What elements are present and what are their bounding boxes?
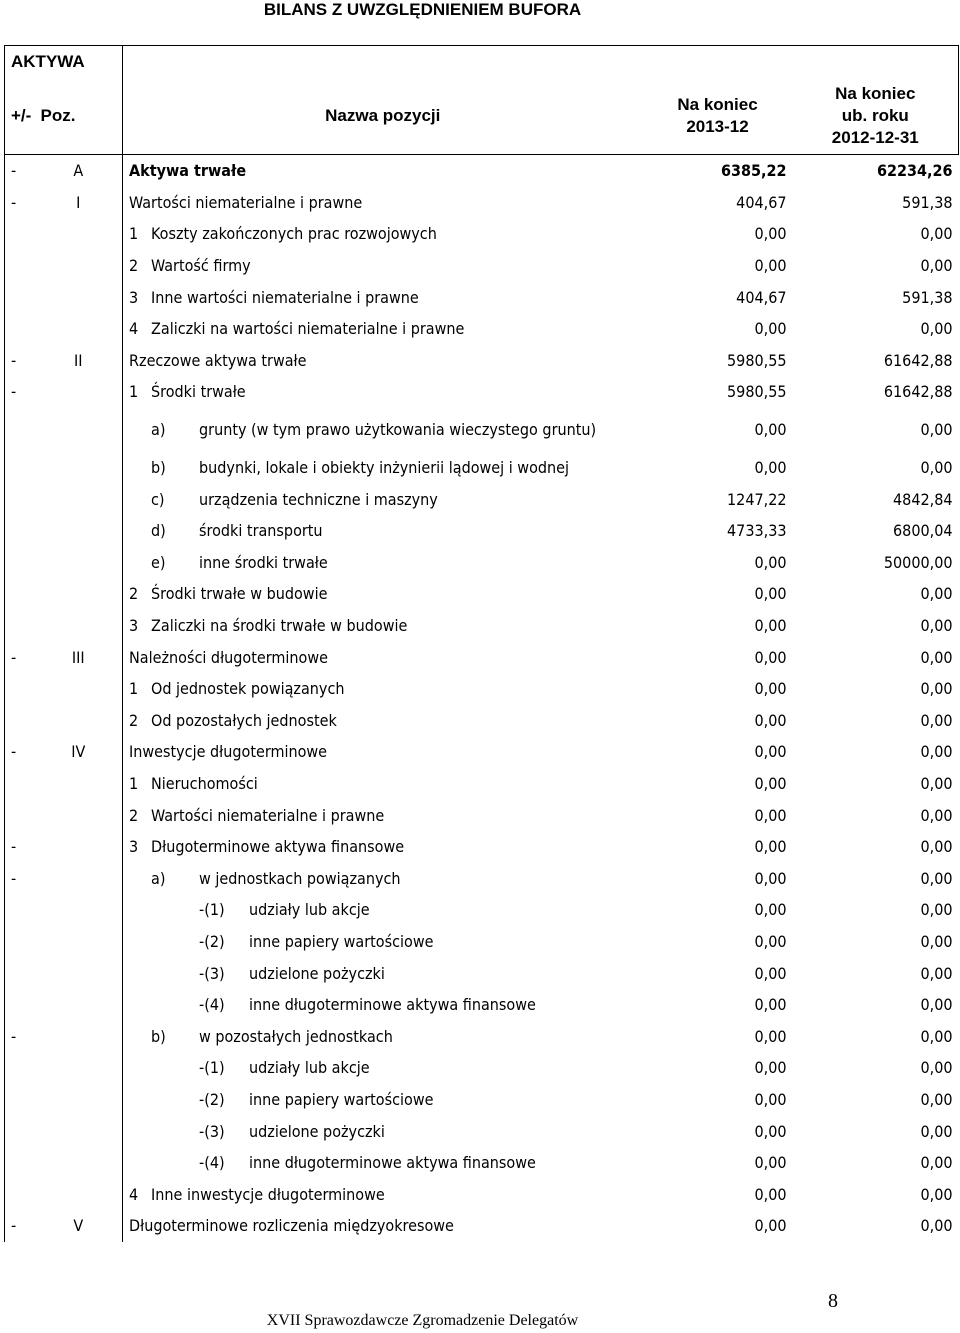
row-value-previous: 0,00 bbox=[920, 868, 953, 888]
row-name bbox=[123, 1178, 643, 1210]
row-position bbox=[35, 862, 123, 894]
row-value-current: 0,00 bbox=[754, 319, 787, 339]
row-name bbox=[123, 768, 643, 800]
row-sign: - bbox=[5, 1020, 35, 1052]
row-value-current: 0,00 bbox=[754, 868, 787, 888]
row-value-current: 404,67 bbox=[736, 192, 787, 212]
row-value-previous: 0,00 bbox=[920, 1121, 953, 1141]
row-position bbox=[35, 989, 123, 1021]
table-row bbox=[5, 926, 959, 958]
row-label: 3 bbox=[129, 616, 139, 636]
row-text: udziały lub akcje bbox=[249, 1058, 370, 1078]
row-sign bbox=[5, 578, 35, 610]
balance-table bbox=[4, 45, 958, 1242]
row-value-current: 0,00 bbox=[754, 552, 787, 572]
row-text: Środki trwałe bbox=[151, 382, 246, 402]
table-row bbox=[5, 831, 959, 863]
row-text: grunty (w tym prawo użytkowania wieczystego gruntu) bbox=[199, 420, 597, 440]
row-text: Wartości niematerialne i prawne bbox=[151, 805, 385, 825]
row-label: 2 bbox=[129, 805, 139, 825]
row-value-previous: 0,00 bbox=[920, 647, 953, 667]
row-value-current: 0,00 bbox=[754, 963, 787, 983]
table-row bbox=[5, 345, 959, 377]
table-row bbox=[5, 578, 959, 610]
row-label: 1 bbox=[129, 679, 139, 699]
row-value-previous: 0,00 bbox=[920, 742, 953, 762]
table-row bbox=[5, 862, 959, 894]
row-name bbox=[123, 736, 643, 768]
row-name bbox=[123, 313, 643, 345]
table-row bbox=[5, 155, 959, 187]
row-position bbox=[35, 1147, 123, 1179]
row-name bbox=[123, 515, 643, 547]
table-row bbox=[5, 1210, 959, 1242]
row-text: Inwestycje długoterminowe bbox=[129, 742, 328, 762]
row-position bbox=[35, 452, 123, 484]
row-value-current: 5980,55 bbox=[727, 382, 787, 402]
row-name bbox=[123, 926, 643, 958]
row-position bbox=[35, 894, 123, 926]
row-value-current: 4733,33 bbox=[727, 521, 787, 541]
table-row bbox=[5, 610, 959, 642]
table-row bbox=[5, 1115, 959, 1147]
row-label: b) bbox=[151, 458, 166, 478]
row-position bbox=[35, 768, 123, 800]
table-row bbox=[5, 408, 959, 452]
row-position bbox=[35, 250, 123, 282]
row-label: e) bbox=[151, 552, 166, 572]
row-value-current: 0,00 bbox=[754, 837, 787, 857]
row-name bbox=[123, 187, 643, 219]
row-label: 2 bbox=[129, 256, 139, 276]
row-value-current: 0,00 bbox=[754, 1216, 787, 1236]
row-text: udzielone pożyczki bbox=[249, 963, 385, 983]
row-position bbox=[35, 610, 123, 642]
table-row bbox=[5, 515, 959, 547]
row-label: -(2) bbox=[199, 1089, 225, 1109]
row-value-previous: 0,00 bbox=[920, 900, 953, 920]
row-position: II bbox=[74, 350, 83, 370]
row-position bbox=[35, 926, 123, 958]
row-position: A bbox=[73, 161, 84, 181]
table-row bbox=[5, 799, 959, 831]
row-name bbox=[123, 408, 643, 452]
row-sign bbox=[5, 452, 35, 484]
row-value-previous: 6800,04 bbox=[893, 521, 953, 541]
header-sign: +/- bbox=[5, 78, 35, 155]
row-text: Rzeczowe aktywa trwałe bbox=[129, 350, 307, 370]
row-text: inne długoterminowe aktywa finansowe bbox=[249, 995, 536, 1015]
row-name bbox=[123, 250, 643, 282]
row-label: c) bbox=[151, 489, 165, 509]
table-row bbox=[5, 1147, 959, 1179]
row-name bbox=[123, 376, 643, 408]
table-row bbox=[5, 673, 959, 705]
row-position bbox=[35, 673, 123, 705]
row-name bbox=[123, 641, 643, 673]
row-text: Zaliczki na środki trwałe w budowie bbox=[151, 616, 408, 636]
table-row bbox=[5, 313, 959, 345]
row-position: IV bbox=[71, 742, 86, 762]
row-sign bbox=[5, 408, 35, 452]
row-name bbox=[123, 452, 643, 484]
row-text: Środki trwałe w budowie bbox=[151, 584, 328, 604]
row-label: 3 bbox=[129, 287, 139, 307]
row-label: a) bbox=[151, 420, 166, 440]
table-row bbox=[5, 483, 959, 515]
row-sign bbox=[5, 483, 35, 515]
row-text: Wartość firmy bbox=[151, 256, 251, 276]
table-row bbox=[5, 1178, 959, 1210]
row-value-previous: 4842,84 bbox=[893, 489, 953, 509]
section-label: AKTYWA bbox=[5, 46, 123, 79]
row-value-current: 404,67 bbox=[736, 287, 787, 307]
row-text: środki transportu bbox=[199, 521, 323, 541]
row-sign: - bbox=[5, 641, 35, 673]
row-value-previous: 0,00 bbox=[920, 319, 953, 339]
row-position bbox=[35, 376, 123, 408]
row-value-previous: 0,00 bbox=[920, 1153, 953, 1173]
row-value-current: 0,00 bbox=[754, 805, 787, 825]
row-value-current: 0,00 bbox=[754, 1184, 787, 1204]
row-value-previous: 0,00 bbox=[920, 995, 953, 1015]
header-end-of-previous-year: Na koniec ub. roku 2012-12-31 bbox=[793, 78, 959, 155]
row-sign bbox=[5, 1084, 35, 1116]
row-text: udziały lub akcje bbox=[249, 900, 370, 920]
row-sign bbox=[5, 705, 35, 737]
row-value-current: 0,00 bbox=[754, 616, 787, 636]
page-number: 8 bbox=[828, 1290, 838, 1312]
row-value-current: 0,00 bbox=[754, 1121, 787, 1141]
row-value-current: 0,00 bbox=[754, 224, 787, 244]
row-value-current: 0,00 bbox=[754, 256, 787, 276]
row-text: inne długoterminowe aktywa finansowe bbox=[249, 1153, 536, 1173]
row-label: d) bbox=[151, 521, 166, 541]
row-position bbox=[35, 578, 123, 610]
table-row bbox=[5, 1084, 959, 1116]
row-name bbox=[123, 1210, 643, 1242]
row-name bbox=[123, 155, 643, 187]
table-row bbox=[5, 376, 959, 408]
table-header-section-row bbox=[5, 46, 959, 79]
row-name bbox=[123, 547, 643, 579]
row-sign bbox=[5, 218, 35, 250]
row-text: Nieruchomości bbox=[151, 773, 258, 793]
row-value-previous: 62234,26 bbox=[876, 161, 953, 181]
row-value-previous: 0,00 bbox=[920, 963, 953, 983]
row-position bbox=[35, 313, 123, 345]
row-text: w jednostkach powiązanych bbox=[199, 868, 401, 888]
row-value-previous: 61642,88 bbox=[883, 382, 953, 402]
table-row bbox=[5, 736, 959, 768]
row-value-previous: 0,00 bbox=[920, 1089, 953, 1109]
row-label: -(3) bbox=[199, 963, 225, 983]
row-label: 2 bbox=[129, 710, 139, 730]
row-name bbox=[123, 1020, 643, 1052]
row-sign bbox=[5, 799, 35, 831]
row-position bbox=[35, 515, 123, 547]
row-value-current: 0,00 bbox=[754, 584, 787, 604]
row-text: Długoterminowe aktywa finansowe bbox=[151, 837, 405, 857]
row-position: III bbox=[71, 647, 85, 667]
row-sign: - bbox=[5, 831, 35, 863]
row-value-previous: 0,00 bbox=[920, 1216, 953, 1236]
table-row bbox=[5, 187, 959, 219]
row-sign: - bbox=[5, 736, 35, 768]
row-value-previous: 0,00 bbox=[920, 679, 953, 699]
row-text: Koszty zakończonych prac rozwojowych bbox=[151, 224, 437, 244]
row-sign bbox=[5, 515, 35, 547]
row-label: 1 bbox=[129, 382, 139, 402]
row-value-previous: 61642,88 bbox=[883, 350, 953, 370]
row-value-previous: 0,00 bbox=[920, 1184, 953, 1204]
row-text: Zaliczki na wartości niematerialne i prawne bbox=[151, 319, 465, 339]
row-value-previous: 0,00 bbox=[920, 931, 953, 951]
row-value-current: 0,00 bbox=[754, 1026, 787, 1046]
row-value-previous: 0,00 bbox=[920, 584, 953, 604]
row-value-current: 0,00 bbox=[754, 1153, 787, 1173]
row-text: Długoterminowe rozliczenia międzyokresowe bbox=[129, 1216, 454, 1236]
row-value-previous: 0,00 bbox=[920, 224, 953, 244]
row-sign bbox=[5, 1178, 35, 1210]
row-sign bbox=[5, 957, 35, 989]
row-text: inne środki trwałe bbox=[199, 552, 328, 572]
row-name bbox=[123, 578, 643, 610]
row-name bbox=[123, 894, 643, 926]
row-text: Należności długoterminowe bbox=[129, 647, 328, 667]
row-name bbox=[123, 1147, 643, 1179]
row-value-previous: 591,38 bbox=[902, 287, 953, 307]
table-row bbox=[5, 1020, 959, 1052]
row-sign bbox=[5, 926, 35, 958]
row-position bbox=[35, 1020, 123, 1052]
row-value-previous: 0,00 bbox=[920, 1026, 953, 1046]
page-title: BILANS Z UWZGLĘDNIENIEM BUFORA bbox=[263, 0, 582, 19]
header-end-of-period: Na koniec 2013-12 bbox=[677, 95, 758, 136]
row-position bbox=[35, 705, 123, 737]
table-row bbox=[5, 547, 959, 579]
row-value-previous: 0,00 bbox=[920, 837, 953, 857]
row-position bbox=[35, 218, 123, 250]
row-sign bbox=[5, 313, 35, 345]
row-value-previous: 50000,00 bbox=[883, 552, 953, 572]
row-label: a) bbox=[151, 868, 166, 888]
row-label: -(4) bbox=[199, 995, 225, 1015]
row-name bbox=[123, 989, 643, 1021]
row-value-current: 0,00 bbox=[754, 458, 787, 478]
row-sign: - bbox=[5, 862, 35, 894]
row-value-current: 0,00 bbox=[754, 420, 787, 440]
table-row bbox=[5, 989, 959, 1021]
row-text: inne papiery wartościowe bbox=[249, 931, 434, 951]
row-position bbox=[35, 1178, 123, 1210]
row-sign bbox=[5, 1115, 35, 1147]
row-value-previous: 0,00 bbox=[920, 805, 953, 825]
row-label: -(1) bbox=[199, 1058, 225, 1078]
row-label: 1 bbox=[129, 224, 139, 244]
row-sign bbox=[5, 250, 35, 282]
row-value-previous: 0,00 bbox=[920, 616, 953, 636]
row-sign bbox=[5, 894, 35, 926]
row-text: Od jednostek powiązanych bbox=[151, 679, 345, 699]
row-value-previous: 0,00 bbox=[920, 710, 953, 730]
row-sign: - bbox=[5, 376, 35, 408]
row-value-previous: 0,00 bbox=[920, 458, 953, 478]
row-value-current: 0,00 bbox=[754, 900, 787, 920]
row-name bbox=[123, 218, 643, 250]
table-row bbox=[5, 894, 959, 926]
row-text: Wartości niematerialne i prawne bbox=[129, 192, 363, 212]
row-value-current: 1247,22 bbox=[727, 489, 787, 509]
row-value-current: 0,00 bbox=[754, 647, 787, 667]
row-position bbox=[35, 483, 123, 515]
row-label: 4 bbox=[129, 1184, 139, 1204]
row-name bbox=[123, 1052, 643, 1084]
table-row bbox=[5, 250, 959, 282]
row-position bbox=[35, 831, 123, 863]
row-name bbox=[123, 345, 643, 377]
row-value-current: 0,00 bbox=[754, 679, 787, 699]
row-value-current: 0,00 bbox=[754, 1058, 787, 1078]
row-text: udzielone pożyczki bbox=[249, 1121, 385, 1141]
row-label: -(1) bbox=[199, 900, 225, 920]
row-value-current: 0,00 bbox=[754, 995, 787, 1015]
row-value-current: 0,00 bbox=[754, 710, 787, 730]
row-label: -(2) bbox=[199, 931, 225, 951]
row-label: 2 bbox=[129, 584, 139, 604]
row-position bbox=[35, 281, 123, 313]
row-label: -(3) bbox=[199, 1121, 225, 1141]
row-name bbox=[123, 1084, 643, 1116]
row-value-previous: 591,38 bbox=[902, 192, 953, 212]
row-value-previous: 0,00 bbox=[920, 256, 953, 276]
row-value-current: 6385,22 bbox=[720, 161, 787, 181]
row-position: V bbox=[73, 1216, 84, 1236]
row-text: Inne inwestycje długoterminowe bbox=[151, 1184, 385, 1204]
row-name bbox=[123, 957, 643, 989]
row-sign bbox=[5, 281, 35, 313]
row-value-current: 0,00 bbox=[754, 931, 787, 951]
row-name bbox=[123, 831, 643, 863]
row-sign bbox=[5, 547, 35, 579]
row-label: -(4) bbox=[199, 1153, 225, 1173]
row-position bbox=[35, 1052, 123, 1084]
table-header-row bbox=[5, 78, 959, 155]
row-label: 1 bbox=[129, 773, 139, 793]
row-value-previous: 0,00 bbox=[920, 420, 953, 440]
row-sign bbox=[5, 989, 35, 1021]
row-name bbox=[123, 483, 643, 515]
table-row bbox=[5, 452, 959, 484]
row-position bbox=[35, 957, 123, 989]
row-position bbox=[35, 799, 123, 831]
row-text: budynki, lokale i obiekty inżynierii lądowej i wodnej bbox=[199, 458, 569, 478]
table-row bbox=[5, 1052, 959, 1084]
table-row bbox=[5, 641, 959, 673]
row-sign bbox=[5, 673, 35, 705]
row-name bbox=[123, 705, 643, 737]
row-name bbox=[123, 281, 643, 313]
row-name bbox=[123, 610, 643, 642]
row-text: Inne wartości niematerialne i prawne bbox=[151, 287, 419, 307]
row-sign bbox=[5, 768, 35, 800]
table-row bbox=[5, 957, 959, 989]
row-position bbox=[35, 547, 123, 579]
row-position: I bbox=[76, 192, 81, 212]
row-position bbox=[35, 1084, 123, 1116]
row-name bbox=[123, 673, 643, 705]
row-text: w pozostałych jednostkach bbox=[199, 1026, 393, 1046]
row-value-current: 0,00 bbox=[754, 773, 787, 793]
row-label: 4 bbox=[129, 319, 139, 339]
row-sign: - bbox=[5, 345, 35, 377]
row-text: urządzenia techniczne i maszyny bbox=[199, 489, 438, 509]
table-row bbox=[5, 705, 959, 737]
row-sign bbox=[5, 610, 35, 642]
row-name bbox=[123, 1115, 643, 1147]
header-position: Poz. bbox=[40, 106, 76, 125]
row-name bbox=[123, 799, 643, 831]
table-row bbox=[5, 218, 959, 250]
page-footer: XVII Sprawozdawcze Zgromadzenie Delegatów bbox=[266, 1312, 579, 1329]
row-text: Aktywa trwałe bbox=[129, 161, 247, 181]
row-sign bbox=[5, 1052, 35, 1084]
row-value-current: 5980,55 bbox=[727, 350, 787, 370]
row-label: 3 bbox=[129, 837, 139, 857]
row-position bbox=[35, 1115, 123, 1147]
row-position bbox=[35, 408, 123, 452]
row-text: Od pozostałych jednostek bbox=[151, 710, 337, 730]
row-label: b) bbox=[151, 1026, 166, 1046]
row-value-current: 0,00 bbox=[754, 1089, 787, 1109]
table-row bbox=[5, 281, 959, 313]
row-sign: - bbox=[5, 155, 35, 187]
row-text: inne papiery wartościowe bbox=[249, 1089, 434, 1109]
header-name: Nazwa pozycji bbox=[123, 78, 643, 155]
row-value-previous: 0,00 bbox=[920, 1058, 953, 1078]
row-value-current: 0,00 bbox=[754, 742, 787, 762]
row-sign bbox=[5, 1147, 35, 1179]
row-sign: - bbox=[5, 187, 35, 219]
row-sign: - bbox=[5, 1210, 35, 1242]
row-value-previous: 0,00 bbox=[920, 773, 953, 793]
table-row bbox=[5, 768, 959, 800]
row-name bbox=[123, 862, 643, 894]
